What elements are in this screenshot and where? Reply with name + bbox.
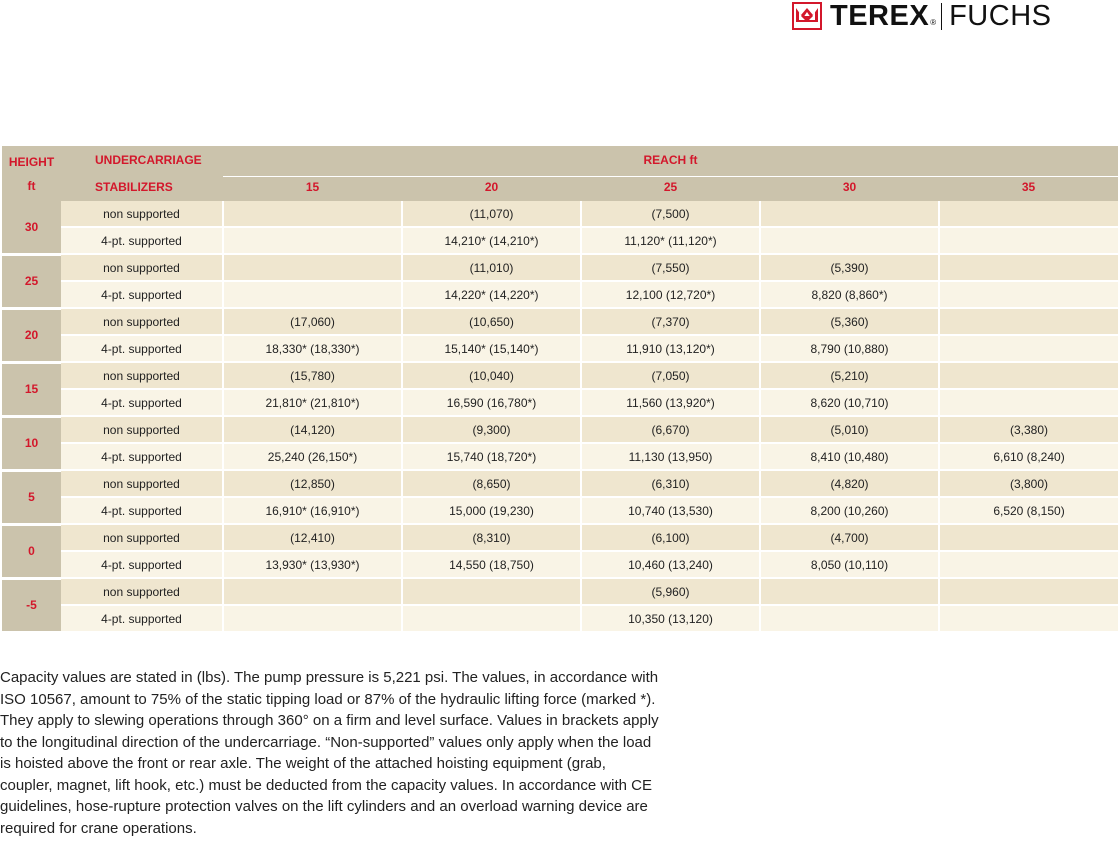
- capacity-cell: (10,040): [402, 362, 581, 389]
- capacity-cell: 15,140* (15,140*): [402, 335, 581, 362]
- support-label: non supported: [61, 416, 223, 443]
- support-label: 4-pt. supported: [61, 281, 223, 308]
- height-header-unit: ft: [27, 178, 36, 193]
- capacity-cell: 6,520 (8,150): [939, 497, 1118, 524]
- support-label: 4-pt. supported: [61, 551, 223, 578]
- capacity-cell: 8,050 (10,110): [760, 551, 939, 578]
- capacity-cell: 8,820 (8,860*): [760, 281, 939, 308]
- capacity-cell: (7,370): [581, 308, 760, 335]
- capacity-cell: 11,130 (13,950): [581, 443, 760, 470]
- terex-fuchs-logo: [792, 0, 1051, 32]
- capacity-cell: (10,650): [402, 308, 581, 335]
- capacity-cell: 10,460 (13,240): [581, 551, 760, 578]
- height-header: [2, 146, 61, 201]
- capacity-cell: 13,930* (13,930*): [223, 551, 402, 578]
- support-label: non supported: [61, 254, 223, 281]
- capacity-cell: (17,060): [223, 308, 402, 335]
- capacity-cell: [939, 227, 1118, 254]
- reach-col-header: 30: [760, 173, 939, 201]
- capacity-cell: [760, 578, 939, 605]
- stabilizers-header: STABILIZERS: [61, 173, 223, 201]
- table-row: [2, 551, 1118, 578]
- capacity-cell: 12,100 (12,720*): [581, 281, 760, 308]
- capacity-cell: [939, 524, 1118, 551]
- table-row: [2, 578, 1118, 605]
- support-label: 4-pt. supported: [61, 389, 223, 416]
- reach-col-header: 15: [223, 173, 402, 201]
- capacity-cell: 16,910* (16,910*): [223, 497, 402, 524]
- capacity-cell: (3,800): [939, 470, 1118, 497]
- capacity-cell: 10,350 (13,120): [581, 605, 760, 632]
- support-label: non supported: [61, 578, 223, 605]
- capacity-cell: 15,740 (18,720*): [402, 443, 581, 470]
- capacity-cell: (7,550): [581, 254, 760, 281]
- table-row: [2, 227, 1118, 254]
- table-row: [2, 308, 1118, 335]
- capacity-cell: (5,210): [760, 362, 939, 389]
- capacity-cell: 11,910 (13,120*): [581, 335, 760, 362]
- capacity-cell: (5,390): [760, 254, 939, 281]
- capacity-cell: (9,300): [402, 416, 581, 443]
- capacity-cell: 8,200 (10,260): [760, 497, 939, 524]
- height-value: 25: [2, 254, 61, 308]
- capacity-cell: (12,410): [223, 524, 402, 551]
- capacity-cell: 10,740 (13,530): [581, 497, 760, 524]
- capacity-cell: [939, 254, 1118, 281]
- table-row: [2, 362, 1118, 389]
- capacity-cell: (7,050): [581, 362, 760, 389]
- capacity-cell: (5,960): [581, 578, 760, 605]
- capacity-cell: 21,810* (21,810*): [223, 389, 402, 416]
- logo-divider: [941, 3, 942, 30]
- capacity-cell: 15,000 (19,230): [402, 497, 581, 524]
- capacity-cell: 8,410 (10,480): [760, 443, 939, 470]
- height-header-label: HEIGHT: [8, 154, 55, 169]
- table-row: [2, 389, 1118, 416]
- capacity-cell: [939, 308, 1118, 335]
- table-row: [2, 470, 1118, 497]
- support-label: 4-pt. supported: [61, 443, 223, 470]
- height-value: 5: [2, 470, 61, 524]
- capacity-cell: (6,100): [581, 524, 760, 551]
- capacity-cell: (3,380): [939, 416, 1118, 443]
- registered-mark: ®: [930, 17, 937, 27]
- support-label: non supported: [61, 470, 223, 497]
- logo-fuchs-text: FUCHS: [949, 0, 1052, 32]
- capacity-cell: [223, 227, 402, 254]
- support-label: 4-pt. supported: [61, 605, 223, 632]
- support-label: 4-pt. supported: [61, 227, 223, 254]
- capacity-cell: [939, 281, 1118, 308]
- capacity-cell: [939, 578, 1118, 605]
- height-value: 15: [2, 362, 61, 416]
- capacity-cell: (5,010): [760, 416, 939, 443]
- capacity-cell: [939, 389, 1118, 416]
- capacity-cell: (15,780): [223, 362, 402, 389]
- capacity-cell: 14,550 (18,750): [402, 551, 581, 578]
- capacity-cell: [223, 281, 402, 308]
- capacity-cell: (11,070): [402, 201, 581, 227]
- support-label: non supported: [61, 524, 223, 551]
- table-row: [2, 443, 1118, 470]
- support-label: 4-pt. supported: [61, 335, 223, 362]
- table-row: [2, 281, 1118, 308]
- reach-col-header: 35: [939, 173, 1118, 201]
- capacity-cell: [223, 201, 402, 227]
- table-row: [2, 497, 1118, 524]
- reach-col-header: 25: [581, 173, 760, 201]
- logo-terex-text: TEREX: [830, 0, 930, 32]
- table-row: [2, 416, 1118, 443]
- capacity-cell: (8,310): [402, 524, 581, 551]
- capacity-cell: [223, 578, 402, 605]
- capacity-cell: 14,220* (14,220*): [402, 281, 581, 308]
- height-value: 0: [2, 524, 61, 578]
- support-label: 4-pt. supported: [61, 497, 223, 524]
- capacity-cell: [939, 201, 1118, 227]
- capacity-cell: [760, 227, 939, 254]
- capacity-cell: 8,790 (10,880): [760, 335, 939, 362]
- height-value: -5: [2, 578, 61, 632]
- capacity-cell: (8,650): [402, 470, 581, 497]
- support-label: non supported: [61, 201, 223, 227]
- reach-header: REACH ft: [223, 146, 1118, 173]
- reach-col-header: 20: [402, 173, 581, 201]
- capacity-cell: (14,120): [223, 416, 402, 443]
- table-row: [2, 524, 1118, 551]
- capacity-cell: 11,560 (13,920*): [581, 389, 760, 416]
- capacity-cell: [223, 605, 402, 632]
- table-subheader-row: [2, 173, 1118, 201]
- height-value: 30: [2, 201, 61, 254]
- capacity-cell: (4,700): [760, 524, 939, 551]
- capacity-cell: 14,210* (14,210*): [402, 227, 581, 254]
- capacity-cell: [939, 335, 1118, 362]
- capacity-cell: (6,310): [581, 470, 760, 497]
- support-label: non supported: [61, 362, 223, 389]
- capacity-cell: 6,610 (8,240): [939, 443, 1118, 470]
- support-label: non supported: [61, 308, 223, 335]
- table-row: [2, 254, 1118, 281]
- capacity-cell: [402, 578, 581, 605]
- undercarriage-header: UNDERCARRIAGE: [61, 146, 223, 173]
- capacity-cell: [760, 605, 939, 632]
- capacity-cell: (12,850): [223, 470, 402, 497]
- capacity-cell: [939, 362, 1118, 389]
- lift-capacity-table: [2, 146, 1118, 634]
- table-header-row: [2, 146, 1118, 173]
- capacity-cell: (5,360): [760, 308, 939, 335]
- capacity-cell: (11,010): [402, 254, 581, 281]
- table-row: [2, 605, 1118, 632]
- capacity-cell: 11,120* (11,120*): [581, 227, 760, 254]
- capacity-cell: [402, 605, 581, 632]
- capacity-cell: [223, 254, 402, 281]
- table-row: [2, 201, 1118, 227]
- height-value: 20: [2, 308, 61, 362]
- capacity-cell: [939, 551, 1118, 578]
- capacity-cell: 18,330* (18,330*): [223, 335, 402, 362]
- table-row: [2, 335, 1118, 362]
- capacity-cell: [760, 201, 939, 227]
- capacity-cell: (6,670): [581, 416, 760, 443]
- capacity-cell: [939, 605, 1118, 632]
- height-value: 10: [2, 416, 61, 470]
- capacity-cell: 16,590 (16,780*): [402, 389, 581, 416]
- crown-icon: [792, 2, 822, 30]
- capacity-cell: 25,240 (26,150*): [223, 443, 402, 470]
- capacity-cell: 8,620 (10,710): [760, 389, 939, 416]
- capacity-cell: (7,500): [581, 201, 760, 227]
- capacity-cell: (4,820): [760, 470, 939, 497]
- capacity-note: Capacity values are stated in (lbs). The pump pressure is 5,221 psi. The values, in accordance with ISO 10567, amount to 75% of the static tipping load or 87% of the hydraulic lifting force (marked *). They apply to slewing operations through 360° on a firm and level surface. Values in brackets apply to the longitudinal direction of the undercarriage. “Non-supported” values only apply when the load is hoisted above the front or rear axle. The weight of the attached hoisting equipment (grab, coupler, magnet, lift hook, etc.) must be deducted from the capacity values. In accordance with CE guidelines, hose-rupture protection valves on the lift cylinders and an overload warning device are required for crane operations.: [0, 669, 659, 837]
